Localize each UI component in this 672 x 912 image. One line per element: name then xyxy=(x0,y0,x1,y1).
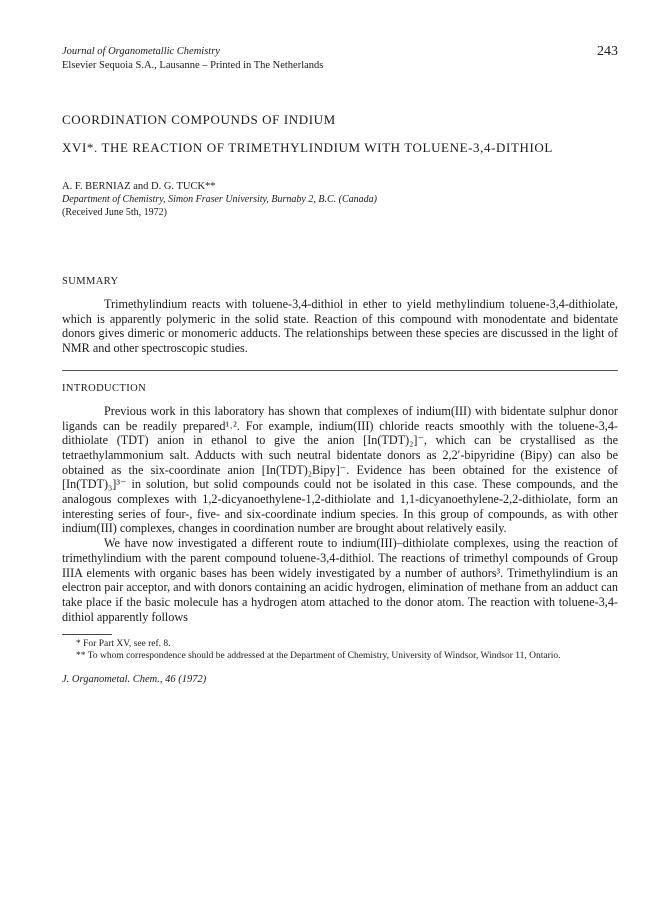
journal-citation: J. Organometal. Chem., 46 (1972) xyxy=(62,674,207,686)
running-header xyxy=(62,44,618,78)
section-divider xyxy=(62,370,618,371)
footnote-rule xyxy=(62,634,112,635)
introduction-paragraph-1: Previous work in this laboratory has shown that complexes of indium(III) with bidentate sulphur donor ligands can be readily prepared¹˒². For example, indium(III) chloride reacts smoothly with the toluene-3,4-dithiolate (TDT) anion in ethanol to give the anion [In(TDT)₂]⁻, which can be crystallised as the tetraethylammonium salt. Adducts with such neutral bidentate donors as 2,2′-bipyridine (Bipy) can also be obtained as the six-coordinate anion [In(TDT)₂Bipy]⁻. Evidence has been obtained for the existence of [In(TDT)₃]³⁻ in solution, but solid compounds could not be isolated in this case. These compounds, and the analogous complexes with 1,2-dicyanoethylene-1,2-dithiolate and 1,1-dicyanoethylene-2,2-dithiolate, form an interesting series of four-, five- and six-coordinate indium species. In this group of compounds, as with other indium(III) complexes, changes in coordination number are brought about relatively easily. xyxy=(62,403,618,536)
author-list: A. F. BERNIAZ and D. G. TUCK** xyxy=(62,181,216,192)
publisher-line: Elsevier Sequoia S.A., Lausanne – Printed in The Netherlands xyxy=(62,60,324,71)
introduction-heading: INTRODUCTION xyxy=(62,382,147,394)
summary-heading: SUMMARY xyxy=(62,276,119,287)
page-number: 243 xyxy=(597,44,618,59)
article-title: XVI*. THE REACTION OF TRIMETHYLINDIUM WITH TOLUENE-3,4-DITHIOL xyxy=(62,140,553,155)
introduction-paragraph-2: We have now investigated a different route to indium(III)–dithiolate complexes, using the reaction of trimethylindium with the parent compound toluene-3,4-dithiol. The reactions of trimethyl compounds of Group IIIA elements with organic bases has been widely investigated by a number of authors³. Trimethylindium is an electron pair acceptor, and with donors containing an acidic hydrogen, elimination of methane from an adduct can take place if the basic molecule has a hydrogen atom attached to the donor atom. The reaction with toluene-3,4-dithiol apparently follows xyxy=(62,536,618,624)
affiliation: Department of Chemistry, Simon Fraser University, Burnaby 2, B.C. (Canada) xyxy=(62,194,377,205)
received-date: (Received June 5th, 1972) xyxy=(62,207,167,218)
footnote-2: ** To whom correspondence should be addressed at the Department of Chemistry, University of Windsor, Windsor 11, Ontario. xyxy=(76,651,561,662)
journal-name: Journal of Organometallic Chemistry xyxy=(62,46,220,57)
footnotes xyxy=(62,638,618,662)
footnote-1: * For Part XV, see ref. 8. xyxy=(76,639,171,650)
series-title: COORDINATION COMPOUNDS OF INDIUM xyxy=(62,112,336,127)
article-page xyxy=(62,44,618,685)
summary-paragraph: Trimethylindium reacts with toluene-3,4-dithiol in ether to yield methylindium toluene-3,4-dithiolate, which is apparently polymeric in the solid state. Reaction of this compound with monodentate and bidentate donors gives dimeric or monomeric adducts. The relationships between these species are discussed in the light of NMR and other spectroscopic studies. xyxy=(62,297,618,356)
